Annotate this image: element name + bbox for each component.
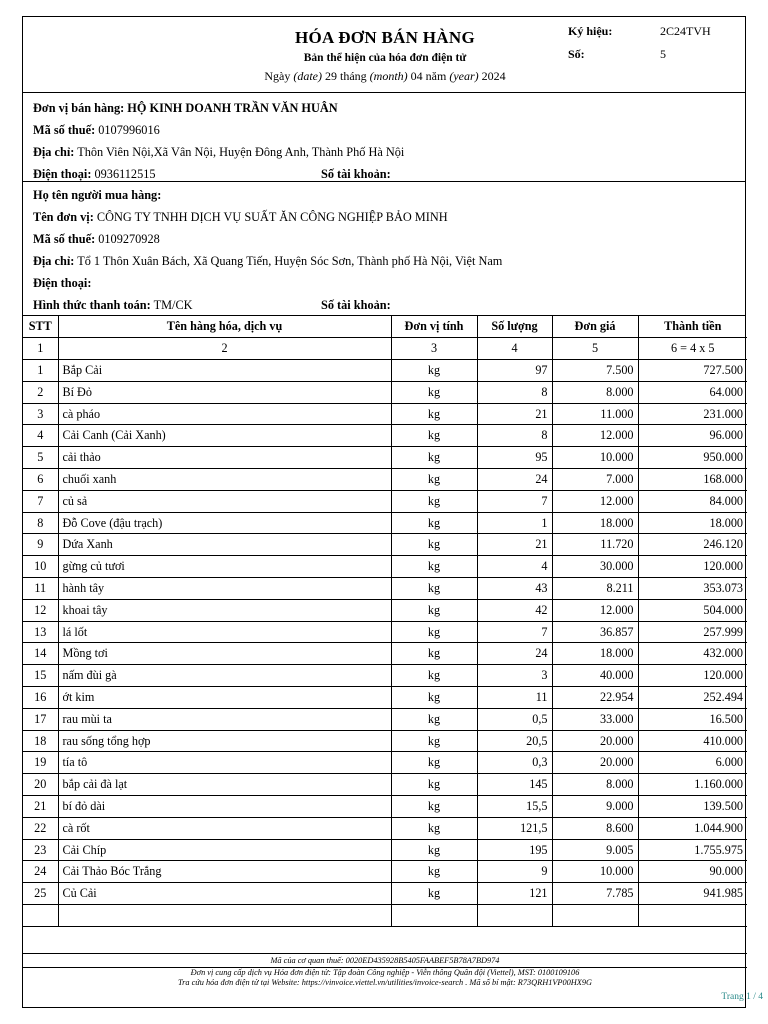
date-prefix: Ngày: [264, 69, 291, 83]
row-amount: 246.120: [638, 534, 747, 556]
row-stt: 23: [23, 839, 58, 861]
row-price: 7.500: [552, 360, 638, 382]
symbol-label: Ký hiệu:: [568, 24, 613, 38]
table-row: [23, 708, 747, 730]
row-price: 11.000: [552, 403, 638, 425]
table-row: [23, 512, 747, 534]
row-stt: 3: [23, 403, 58, 425]
row-unit: kg: [391, 861, 477, 883]
table-row: [23, 578, 747, 600]
blank-cell: [477, 905, 552, 927]
col-header-stt: STT: [23, 316, 58, 338]
row-unit: kg: [391, 403, 477, 425]
row-stt: 10: [23, 556, 58, 578]
row-item-name: Bắp Cải: [58, 360, 391, 382]
row-price: 12.000: [552, 599, 638, 621]
row-price: 8.211: [552, 578, 638, 600]
row-stt: 21: [23, 796, 58, 818]
row-price: 7.000: [552, 469, 638, 491]
row-price: 9.000: [552, 796, 638, 818]
row-unit: kg: [391, 360, 477, 382]
seller-phone-line: [33, 167, 391, 182]
blank-cell: [58, 905, 391, 927]
row-quantity: 7: [477, 621, 552, 643]
table-row: [23, 556, 747, 578]
row-unit: kg: [391, 796, 477, 818]
row-item-name: chuối xanh: [58, 469, 391, 491]
buyer-unit-label: Tên đơn vị:: [33, 210, 94, 224]
seller-tax-line: [33, 123, 160, 138]
row-price: 22.954: [552, 687, 638, 709]
col-header-amount: Thành tiền: [638, 316, 747, 338]
footer-divider: [23, 953, 747, 954]
payment-label: Hình thức thanh toán:: [33, 298, 151, 312]
footer-lookup: Tra cứu hóa đơn điện tử tại Website: https://vinvoice.viettel.vn/utilities/invoice-search . Mã số bí mật: R73QRH1VP00HX9G: [177, 978, 593, 987]
number-label: Số:: [568, 47, 585, 61]
row-unit: kg: [391, 774, 477, 796]
row-stt: 5: [23, 447, 58, 469]
row-amount: 64.000: [638, 381, 747, 403]
row-unit: kg: [391, 381, 477, 403]
row-quantity: 121,5: [477, 817, 552, 839]
row-unit: kg: [391, 599, 477, 621]
row-stt: 16: [23, 687, 58, 709]
row-quantity: 8: [477, 425, 552, 447]
blank-cell: [552, 905, 638, 927]
row-unit: kg: [391, 556, 477, 578]
row-price: 8.600: [552, 817, 638, 839]
row-unit: kg: [391, 708, 477, 730]
row-unit: kg: [391, 730, 477, 752]
table-row: [23, 839, 747, 861]
row-stt: 7: [23, 490, 58, 512]
row-stt: 1: [23, 360, 58, 382]
row-unit: kg: [391, 643, 477, 665]
items-body: [23, 360, 747, 927]
buyer-account-label: Số tài khoản:: [321, 298, 391, 312]
row-price: 10.000: [552, 447, 638, 469]
seller-name: HỘ KINH DOANH TRẦN VĂN HUÂN: [127, 101, 338, 115]
row-unit: kg: [391, 817, 477, 839]
row-unit: kg: [391, 490, 477, 512]
table-row: [23, 381, 747, 403]
invoice-footer: [23, 953, 747, 989]
date-month: 04: [410, 69, 423, 83]
row-item-name: cải thảo: [58, 447, 391, 469]
col-header-name: Tên hàng hóa, dịch vụ: [58, 316, 391, 338]
row-quantity: 0,3: [477, 752, 552, 774]
row-amount: 1.755.975: [638, 839, 747, 861]
row-quantity: 11: [477, 687, 552, 709]
row-amount: 1.160.000: [638, 774, 747, 796]
row-quantity: 24: [477, 643, 552, 665]
table-row: [23, 883, 747, 905]
table-row: [23, 796, 747, 818]
symbol-field: [568, 24, 711, 39]
row-quantity: 195: [477, 839, 552, 861]
row-quantity: 42: [477, 599, 552, 621]
row-stt: 13: [23, 621, 58, 643]
row-price: 18.000: [552, 512, 638, 534]
row-price: 8.000: [552, 381, 638, 403]
table-row: [23, 534, 747, 556]
seller-name-label: Đơn vị bán hàng:: [33, 101, 125, 115]
buyer-tax-label: Mã số thuế:: [33, 232, 96, 246]
table-row: [23, 730, 747, 752]
seller-phone: 0936112515: [94, 167, 156, 181]
seller-tax: 0107996016: [98, 123, 160, 137]
row-unit: kg: [391, 883, 477, 905]
col-header-unit: Đơn vị tính: [391, 316, 477, 338]
row-unit: kg: [391, 578, 477, 600]
seller-phone-label: Điện thoại:: [33, 167, 92, 181]
row-amount: 96.000: [638, 425, 747, 447]
invoice-date: [23, 69, 747, 84]
row-stt: 22: [23, 817, 58, 839]
buyer-address-line: [33, 254, 502, 269]
row-unit: kg: [391, 447, 477, 469]
row-item-name: bắp cải đà lạt: [58, 774, 391, 796]
year-label: (year): [449, 69, 479, 83]
row-quantity: 15,5: [477, 796, 552, 818]
row-price: 20.000: [552, 730, 638, 752]
col-header-price: Đơn giá: [552, 316, 638, 338]
row-item-name: lá lốt: [58, 621, 391, 643]
row-item-name: Củ Cải: [58, 883, 391, 905]
row-amount: 120.000: [638, 556, 747, 578]
table-row: [23, 469, 747, 491]
footer-tax-code: Mã của cơ quan thuế: 0020ED435928B5405FAABEF5B78A7BD974: [270, 956, 500, 965]
symbol-value: 2C24TVH: [660, 24, 711, 38]
buyer-section: [23, 182, 745, 316]
date-label: (date): [293, 69, 322, 83]
row-amount: 252.494: [638, 687, 747, 709]
row-price: 30.000: [552, 556, 638, 578]
row-quantity: 1: [477, 512, 552, 534]
row-amount: 16.500: [638, 708, 747, 730]
row-amount: 6.000: [638, 752, 747, 774]
row-stt: 12: [23, 599, 58, 621]
table-header-row: [23, 316, 747, 338]
buyer-phone-line: [33, 276, 91, 291]
row-quantity: 8: [477, 381, 552, 403]
buyer-address: Tổ 1 Thôn Xuân Bách, Xã Quang Tiến, Huyện Sóc Sơn, Thành phố Hà Nội, Việt Nam: [77, 254, 503, 268]
row-item-name: Dứa Xanh: [58, 534, 391, 556]
seller-tax-label: Mã số thuế:: [33, 123, 96, 137]
row-amount: 410.000: [638, 730, 747, 752]
row-price: 12.000: [552, 425, 638, 447]
table-blank-row: [23, 905, 747, 927]
row-quantity: 4: [477, 556, 552, 578]
index-cell: 5: [552, 338, 638, 360]
table-row: [23, 643, 747, 665]
row-unit: kg: [391, 839, 477, 861]
row-item-name: cà rốt: [58, 817, 391, 839]
row-item-name: tía tô: [58, 752, 391, 774]
items-table: [23, 316, 747, 927]
row-amount: 139.500: [638, 796, 747, 818]
row-unit: kg: [391, 621, 477, 643]
row-item-name: bí đỏ dài: [58, 796, 391, 818]
invoice-title: HÓA ĐƠN BÁN HÀNG: [294, 28, 475, 47]
row-stt: 2: [23, 381, 58, 403]
seller-address-line: [33, 145, 404, 160]
row-item-name: nấm đùi gà: [58, 665, 391, 687]
blank-cell: [638, 905, 747, 927]
row-amount: 941.985: [638, 883, 747, 905]
index-cell: 3: [391, 338, 477, 360]
row-stt: 14: [23, 643, 58, 665]
invoice-header: [23, 17, 745, 93]
buyer-tax: 0109270928: [98, 232, 160, 246]
date-year: 2024: [481, 69, 506, 83]
buyer-unit: CÔNG TY TNHH DỊCH VỤ SUẤT ĂN CÔNG NGHIỆP BẢO MINH: [96, 210, 448, 224]
row-unit: kg: [391, 534, 477, 556]
row-amount: 231.000: [638, 403, 747, 425]
row-stt: 25: [23, 883, 58, 905]
row-stt: 17: [23, 708, 58, 730]
row-quantity: 95: [477, 447, 552, 469]
buyer-unit-line: [33, 210, 448, 225]
page-number: Trang 1 / 4: [721, 992, 763, 1002]
row-unit: kg: [391, 425, 477, 447]
row-stt: 18: [23, 730, 58, 752]
table-row: [23, 360, 747, 382]
date-nam: năm: [425, 69, 447, 83]
row-amount: 432.000: [638, 643, 747, 665]
row-item-name: Cải Chíp: [58, 839, 391, 861]
row-price: 8.000: [552, 774, 638, 796]
table-row: [23, 687, 747, 709]
row-price: 20.000: [552, 752, 638, 774]
payment-method: TM/CK: [153, 298, 193, 312]
footer-provider: Đơn vị cung cấp dịch vụ Hóa đơn điện tử: Tập đoàn Công nghiệp - Viễn thông Quân đội (Viettel), MST: 0100109106: [190, 967, 580, 977]
col-header-quantity: Số lượng: [477, 316, 552, 338]
row-price: 18.000: [552, 643, 638, 665]
invoice-subtitle: Bản thể hiện của hóa đơn điện tử: [303, 52, 467, 64]
row-item-name: hành tây: [58, 578, 391, 600]
table-row: [23, 861, 747, 883]
row-price: 12.000: [552, 490, 638, 512]
row-price: 11.720: [552, 534, 638, 556]
row-item-name: Đỗ Cove (đậu trạch): [58, 512, 391, 534]
buyer-address-label: Địa chỉ:: [33, 254, 75, 268]
row-quantity: 20,5: [477, 730, 552, 752]
buyer-name-line: [33, 188, 161, 203]
row-item-name: rau sống tổng hợp: [58, 730, 391, 752]
row-stt: 24: [23, 861, 58, 883]
row-item-name: rau mùi ta: [58, 708, 391, 730]
index-cell: 6 = 4 x 5: [638, 338, 747, 360]
row-amount: 168.000: [638, 469, 747, 491]
date-day: 29: [324, 69, 337, 83]
row-quantity: 21: [477, 534, 552, 556]
row-unit: kg: [391, 665, 477, 687]
row-stt: 6: [23, 469, 58, 491]
row-stt: 11: [23, 578, 58, 600]
index-cell: 1: [23, 338, 58, 360]
number-field: [568, 47, 666, 62]
row-price: 33.000: [552, 708, 638, 730]
row-quantity: 24: [477, 469, 552, 491]
row-item-name: khoai tây: [58, 599, 391, 621]
seller-name-line: [33, 101, 338, 116]
table-row: [23, 817, 747, 839]
blank-cell: [391, 905, 477, 927]
seller-account-label: Số tài khoản:: [321, 167, 391, 181]
row-amount: 950.000: [638, 447, 747, 469]
row-unit: kg: [391, 752, 477, 774]
table-index-row: [23, 338, 747, 360]
row-quantity: 97: [477, 360, 552, 382]
table-row: [23, 665, 747, 687]
row-quantity: 21: [477, 403, 552, 425]
row-item-name: Mồng tơi: [58, 643, 391, 665]
date-thang: tháng: [339, 69, 367, 83]
row-amount: 120.000: [638, 665, 747, 687]
row-amount: 18.000: [638, 512, 747, 534]
row-quantity: 43: [477, 578, 552, 600]
number-value: 5: [660, 47, 666, 61]
row-stt: 20: [23, 774, 58, 796]
row-quantity: 0,5: [477, 708, 552, 730]
month-label: (month): [369, 69, 408, 83]
row-stt: 8: [23, 512, 58, 534]
buyer-tax-line: [33, 232, 160, 247]
row-quantity: 145: [477, 774, 552, 796]
row-price: 9.005: [552, 839, 638, 861]
row-quantity: 9: [477, 861, 552, 883]
row-item-name: Cải Canh (Cải Xanh): [58, 425, 391, 447]
row-stt: 19: [23, 752, 58, 774]
table-row: [23, 621, 747, 643]
row-quantity: 7: [477, 490, 552, 512]
row-unit: kg: [391, 687, 477, 709]
row-quantity: 3: [477, 665, 552, 687]
seller-address: Thôn Viên Nội,Xã Vân Nội, Huyện Đông Anh, Thành Phố Hà Nội: [77, 145, 405, 159]
row-item-name: Cải Thảo Bóc Trắng: [58, 861, 391, 883]
row-price: 10.000: [552, 861, 638, 883]
index-cell: 2: [58, 338, 391, 360]
row-amount: 257.999: [638, 621, 747, 643]
row-stt: 15: [23, 665, 58, 687]
table-row: [23, 490, 747, 512]
table-row: [23, 599, 747, 621]
invoice-page: [22, 16, 763, 1008]
row-unit: kg: [391, 512, 477, 534]
row-item-name: gừng củ tươi: [58, 556, 391, 578]
table-row: [23, 425, 747, 447]
buyer-phone-label: Điện thoại:: [33, 276, 92, 290]
row-amount: 1.044.900: [638, 817, 747, 839]
row-item-name: Bí Đỏ: [58, 381, 391, 403]
buyer-name-label: Họ tên người mua hàng:: [33, 188, 162, 202]
row-quantity: 121: [477, 883, 552, 905]
row-stt: 4: [23, 425, 58, 447]
table-row: [23, 774, 747, 796]
row-amount: 90.000: [638, 861, 747, 883]
blank-cell: [23, 905, 58, 927]
seller-address-label: Địa chỉ:: [33, 145, 75, 159]
row-price: 36.857: [552, 621, 638, 643]
buyer-payment-line: [33, 298, 391, 313]
row-item-name: cà pháo: [58, 403, 391, 425]
seller-section: [23, 93, 745, 182]
row-amount: 727.500: [638, 360, 747, 382]
table-row: [23, 752, 747, 774]
row-unit: kg: [391, 469, 477, 491]
table-row: [23, 403, 747, 425]
table-row: [23, 447, 747, 469]
row-amount: 353.073: [638, 578, 747, 600]
row-stt: 9: [23, 534, 58, 556]
row-price: 40.000: [552, 665, 638, 687]
row-item-name: ớt kim: [58, 687, 391, 709]
row-item-name: củ sả: [58, 490, 391, 512]
index-cell: 4: [477, 338, 552, 360]
row-amount: 84.000: [638, 490, 747, 512]
row-amount: 504.000: [638, 599, 747, 621]
row-price: 7.785: [552, 883, 638, 905]
